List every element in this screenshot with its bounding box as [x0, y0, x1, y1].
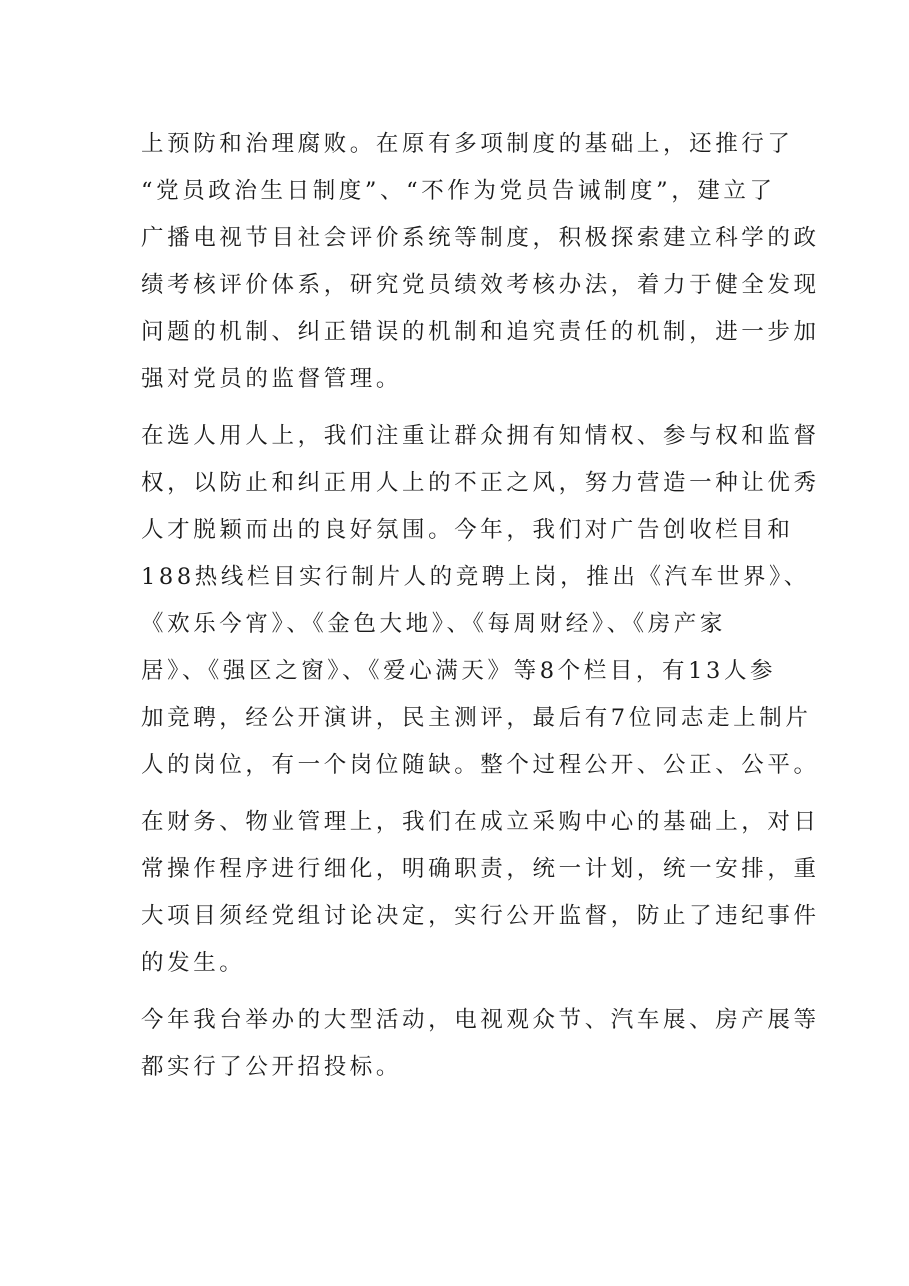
text-line-15: 在财务、物业管理上，我们在成立采购中心的基础上，对日 — [141, 809, 820, 835]
text-line-3: 广播电视节目社会评价系统等制度，积极探索建立科学的政 — [141, 225, 820, 251]
text-line-10: 188热线栏目实行制片人的竞聘上岗，推出《汽车世界》、 — [141, 564, 810, 590]
text-line-4: 绩考核评价体系，研究党员绩效考核办法，着力于健全发现 — [141, 272, 820, 298]
text-line-19: 今年我台举办的大型活动，电视观众节、汽车展、房产展等 — [141, 1007, 820, 1033]
text-line-18: 的发生。 — [141, 950, 246, 976]
text-line-2: “党员政治生日制度”、“不作为党员告诫制度”，建立了 — [141, 178, 776, 204]
text-line-13: 加竞聘，经公开演讲，民主测评，最后有7位同志走上制片 — [141, 705, 812, 731]
text-line-17: 大项目须经党组讨论决定，实行公开监督，防止了违纪事件 — [141, 903, 820, 929]
text-line-9: 人才脱颖而出的良好氛围。今年，我们对广告创收栏目和 — [141, 517, 794, 543]
text-line-16: 常操作程序进行细化，明确职责，统一计划，统一安排，重 — [141, 856, 820, 882]
text-line-20: 都实行了公开招投标。 — [141, 1054, 403, 1080]
text-line-1: 上预防和治理腐败。在原有多项制度的基础上，还推行了 — [141, 131, 794, 157]
text-line-11: 《欢乐今宵》、《金色大地》、《每周财经》、《房产家 — [141, 611, 727, 637]
text-line-6: 强对党员的监督管理。 — [141, 366, 403, 392]
text-line-5: 问题的机制、纠正错误的机制和追究责任的机制，进一步加 — [141, 319, 820, 345]
text-line-7: 在选人用人上，我们注重让群众拥有知情权、参与权和监督 — [141, 423, 820, 449]
text-line-12: 居》、《强区之窗》、《爱心满天》等8个栏目，有13人参 — [141, 658, 777, 684]
text-line-14: 人的岗位，有一个岗位随缺。整个过程公开、公正、公平。 — [141, 752, 820, 778]
text-line-8: 权，以防止和纠正用人上的不正之风，努力营造一种让优秀 — [141, 470, 820, 496]
